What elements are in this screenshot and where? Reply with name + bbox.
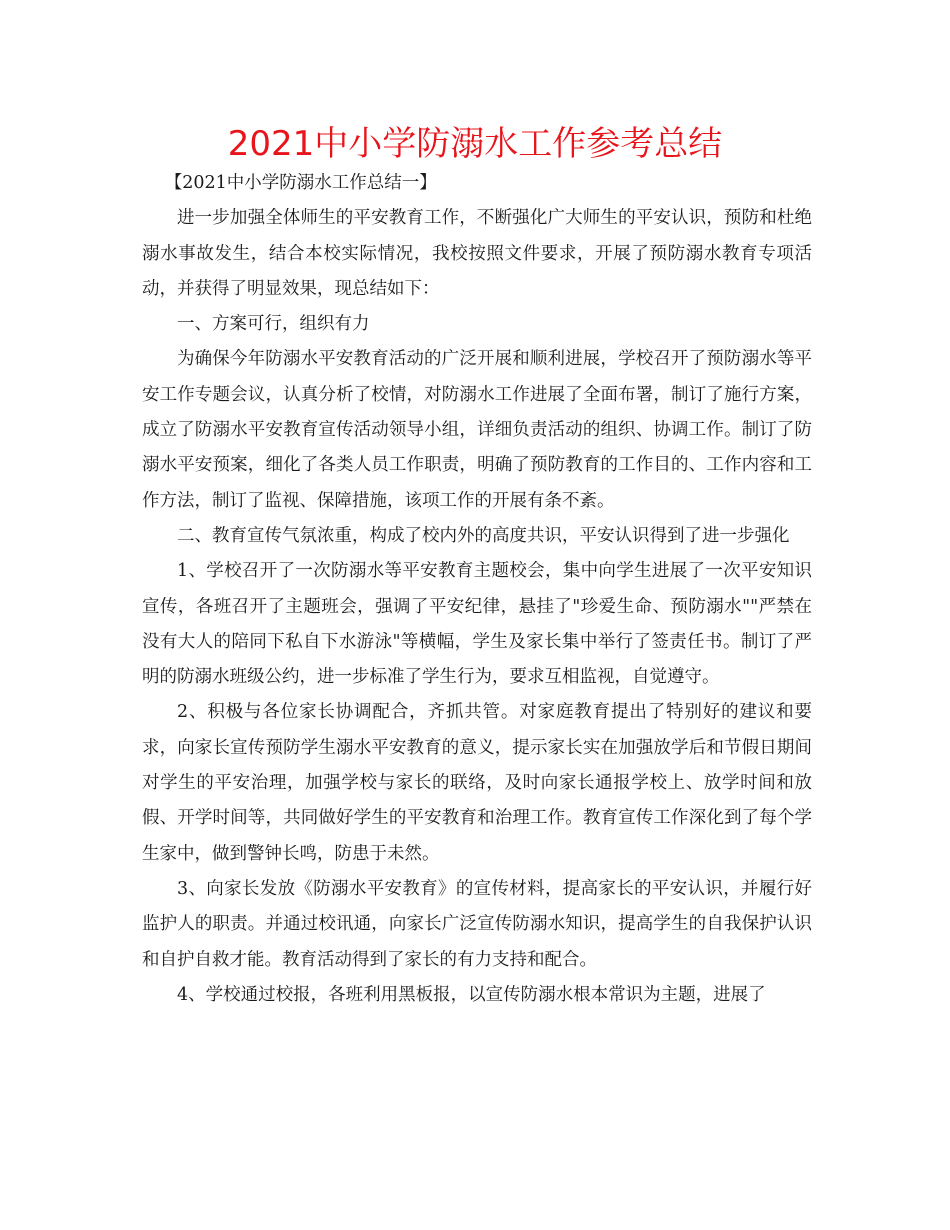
paragraph-item-2: 2、积极与各位家长协调配合，齐抓共管。对家庭教育提出了特别好的建议和要求，向家长宣传预防学生溺水平安教育的意义，提示家长实在加强放学后和节假日期间对学生的平安治理，加强学校与家长的联络，及时向家长通报学校上、放学时间和放假、开学时间等，共同做好学生的平安教育和治理工作。教育宣传工作深化到了每个学生家中，做到警钟长鸣，防患于未然。 bbox=[142, 702, 812, 864]
document-title: 2021中小学防溺水工作参考总结 bbox=[227, 124, 723, 164]
paragraph-item-4: 4、学校通过校报，各班利用黑板报，以宣传防溺水根本常识为主题，进展了 bbox=[177, 984, 766, 1005]
heading-section-1: 一、方案可行，组织有力 bbox=[177, 314, 370, 335]
paragraph-intro: 进一步加强全体师生的平安教育工作，不断强化广大师生的平安认识，预防和杜绝溺水事故发生，结合本校实际情况，我校按照文件要求，开展了预防溺水教育专项活动，并获得了明显效果，现总结如下： bbox=[142, 208, 812, 299]
heading-section-2: 二、教育宣传气氛浓重，构成了校内外的高度共识，平安认识得到了进一步强化 bbox=[177, 525, 790, 546]
paragraph-section-1: 为确保今年防溺水平安教育活动的广泛开展和顺利进展，学校召开了预防溺水等平安工作专题会议，认真分析了校情，对防溺水工作进展了全面布署，制订了施行方案，成立了防溺水平安教育宣传活动领导小组，详细负责活动的组织、协调工作。制订了防溺水平安预案，细化了各类人员工作职责，明确了预防教育的工作目的、工作内容和工作方法，制订了监视、保障措施，该项工作的开展有条不紊。 bbox=[142, 349, 812, 511]
paragraph-item-3: 3、向家长发放《防溺水平安教育》的宣传材料，提高家长的平安认识，并履行好监护人的职责。并通过校讯通，向家长广泛宣传防溺水知识，提高学生的自我保护认识和自护自救才能。教育活动得到了家长的有力支持和配合。 bbox=[142, 878, 812, 970]
section-subtitle: 【2021中小学防溺水工作总结一】 bbox=[164, 173, 437, 193]
paragraph-item-1: 1、学校召开了一次防溺水等平安教育主题校会，集中向学生进展了一次平安知识宣传，各班召开了主题班会，强调了平安纪律，悬挂了"珍爱生命、预防溺水""严禁在没有大人的陪同下私自下水游泳"等横幅，学生及家长集中举行了签责任书。制订了严明的防溺水班级公约，进一步标准了学生行为，要求互相监视，自觉遵守。 bbox=[142, 561, 812, 688]
document-body bbox=[142, 166, 812, 1013]
